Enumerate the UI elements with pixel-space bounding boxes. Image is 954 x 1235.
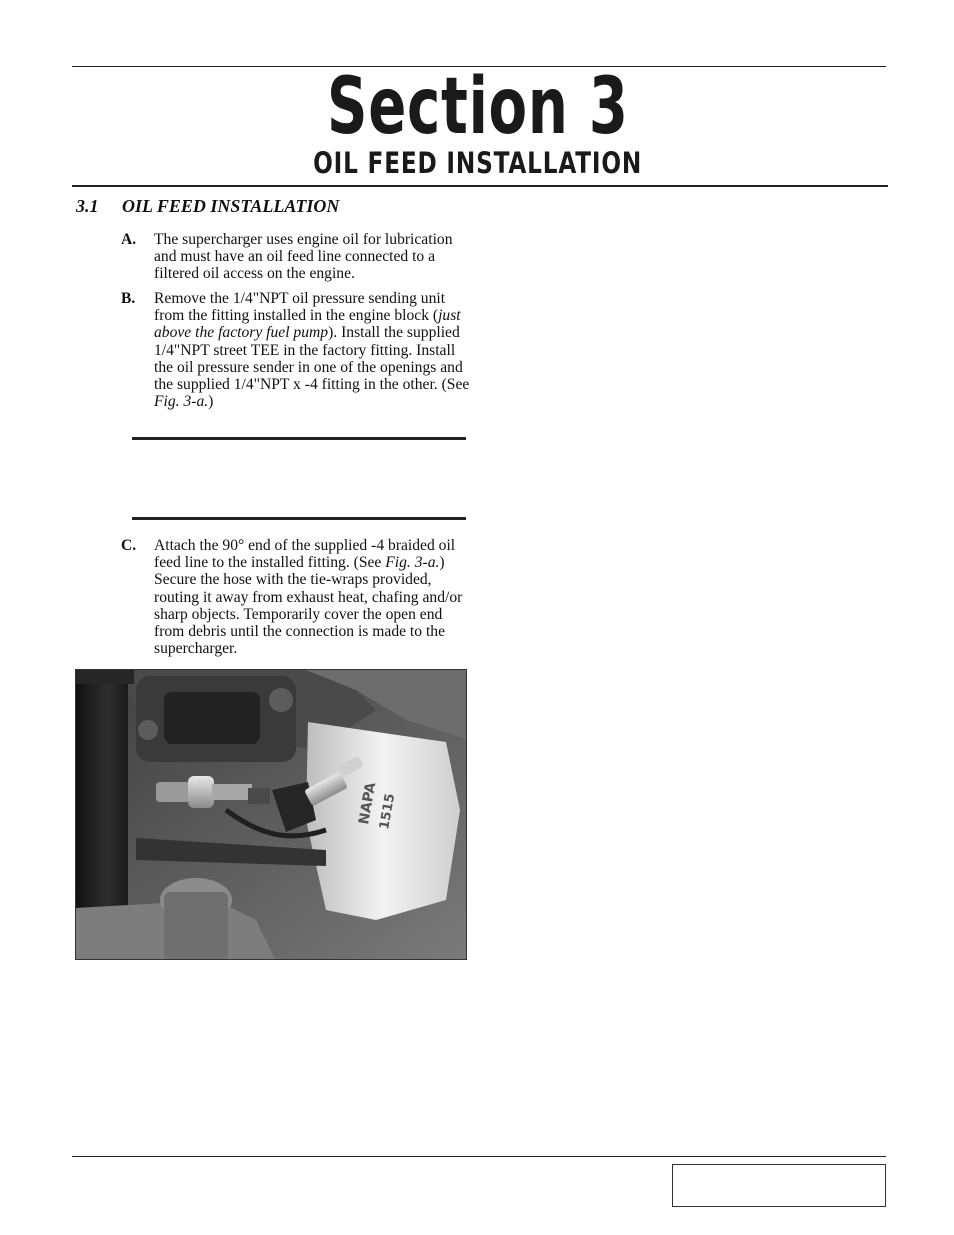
figure-3a-photo	[75, 669, 467, 960]
step-a	[121, 231, 471, 283]
step-label: C.	[121, 537, 137, 554]
section-number: 3.1	[76, 196, 99, 216]
filter-brand-label: NAPA	[356, 781, 380, 826]
filter-number-label: 1515	[377, 792, 399, 831]
step-text: Remove the 1/4"NPT oil pressure sending unit from the fitting installed in the engine block (just above the factory fuel pump). Install the supplied 1/4"NPT street TEE in the factory fitting. Install the oil pressure sender in one of the openings and the supplied 1/4"NPT x -4 fitting in the other. (See Fig. 3-a.)	[154, 290, 470, 411]
section-heading-text: OIL FEED INSTALLATION	[122, 196, 340, 216]
step-label: B.	[121, 290, 136, 307]
section-heading	[76, 194, 339, 218]
note-top-rule	[132, 437, 466, 440]
engine-oil-fitting-illustration	[76, 670, 467, 960]
step-text: The supercharger uses engine oil for lubrication and must have an oil feed line connected to a filtered oil access on the engine.	[154, 231, 453, 283]
page-subtitle: OIL FEED INSTALLATION	[313, 146, 643, 180]
step-text: Attach the 90° end of the supplied -4 braided oil feed line to the installed fitting. (See Fig. 3-a.) Secure the hose with the tie-wraps provided, routing it away from exhaust heat, chafing and/or sharp objects. Temporarily cover the open end from debris until the connection is made to the supercharger.	[154, 537, 463, 658]
step-c	[121, 537, 471, 657]
note-box	[132, 437, 466, 517]
header-rule	[72, 185, 888, 187]
step-label: A.	[121, 231, 137, 248]
footer-rule	[72, 1156, 886, 1157]
step-b	[121, 290, 471, 410]
page-number-box	[672, 1164, 886, 1207]
note-bottom-rule	[132, 517, 466, 520]
page-title: Section 3	[327, 62, 629, 152]
